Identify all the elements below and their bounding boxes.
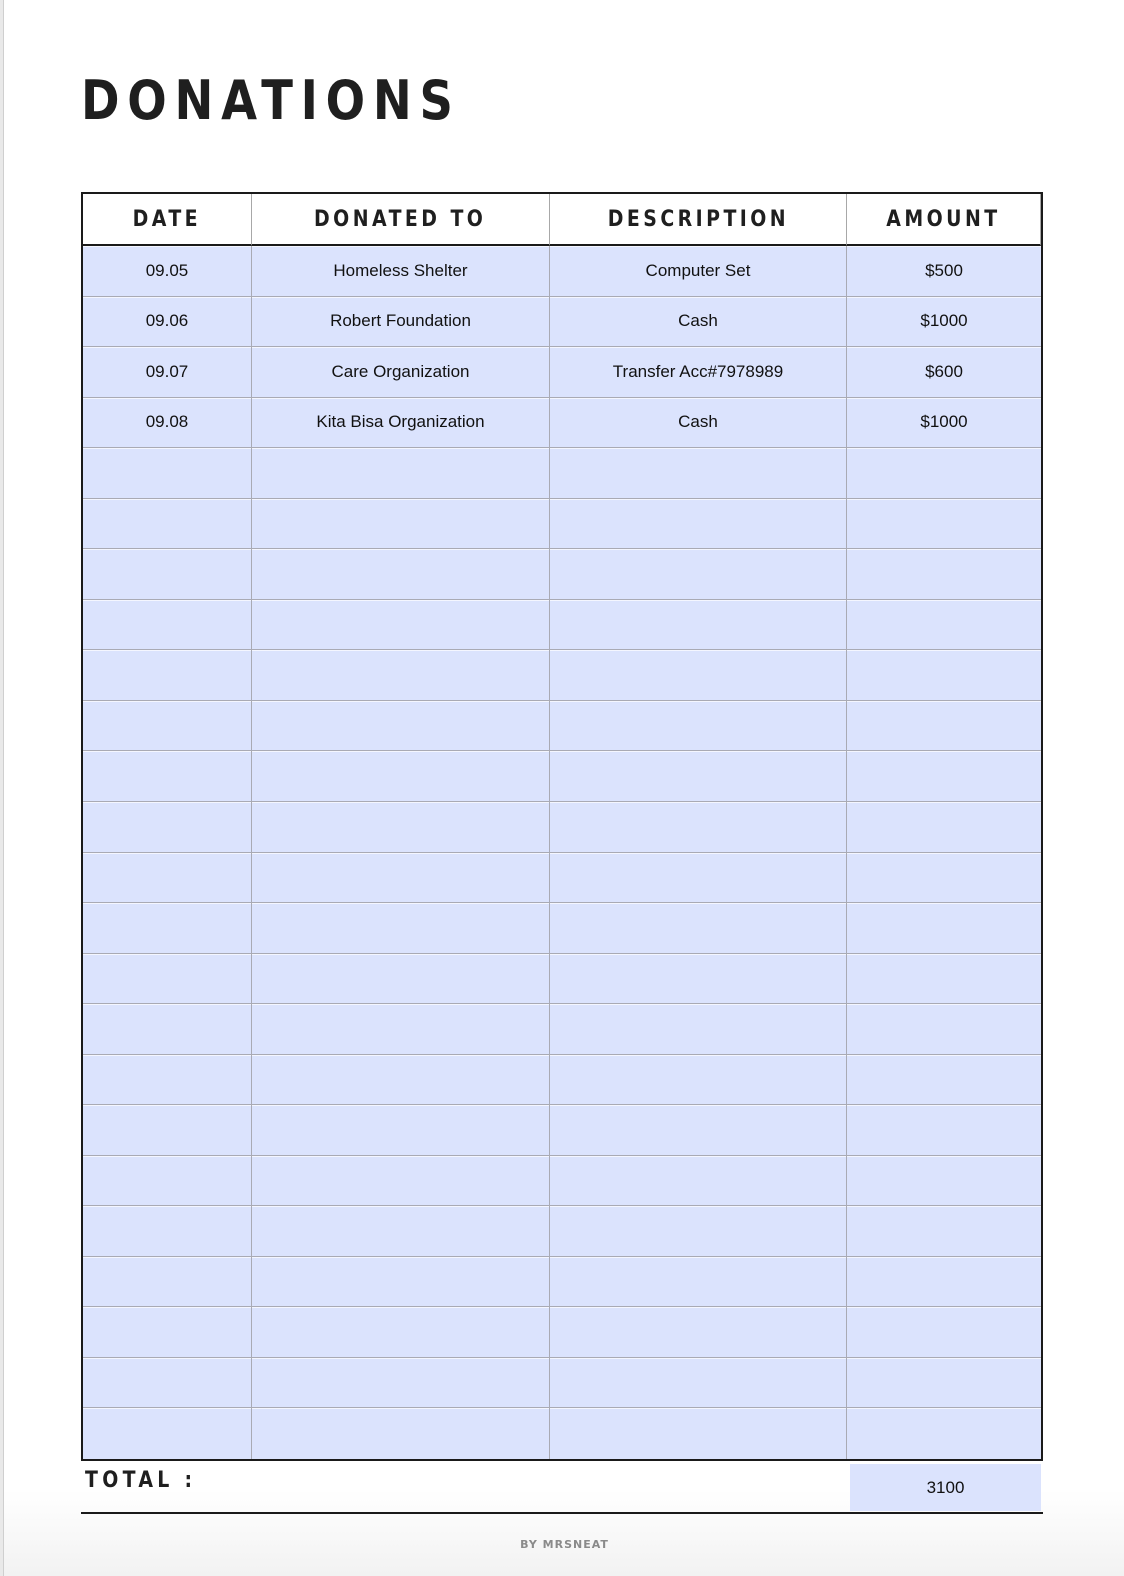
cell-amount[interactable] — [847, 802, 1041, 853]
cell-amount[interactable] — [847, 1156, 1041, 1207]
cell-donated-to[interactable] — [252, 1257, 550, 1308]
cell-description[interactable]: Cash — [550, 398, 847, 449]
cell-donated-to[interactable] — [252, 903, 550, 954]
cell-amount[interactable]: $1000 — [847, 398, 1041, 449]
cell-amount[interactable]: $1000 — [847, 297, 1041, 348]
cell-amount[interactable] — [847, 1257, 1041, 1308]
cell-amount[interactable] — [847, 1206, 1041, 1257]
cell-description[interactable] — [550, 1408, 847, 1459]
cell-amount[interactable] — [847, 1307, 1041, 1358]
cell-amount[interactable]: $500 — [847, 246, 1041, 297]
cell-description[interactable] — [550, 1156, 847, 1207]
cell-donated-to[interactable] — [252, 1055, 550, 1106]
cell-donated-to[interactable] — [252, 1408, 550, 1459]
cell-date[interactable] — [83, 1408, 252, 1459]
cell-donated-to[interactable] — [252, 549, 550, 600]
cell-amount[interactable]: $600 — [847, 347, 1041, 398]
cell-donated-to[interactable] — [252, 1004, 550, 1055]
column-header-date: DATE — [83, 194, 252, 246]
cell-amount[interactable] — [847, 751, 1041, 802]
cell-donated-to[interactable] — [252, 499, 550, 550]
cell-amount[interactable] — [847, 1408, 1041, 1459]
cell-amount[interactable] — [847, 499, 1041, 550]
cell-description[interactable] — [550, 1257, 847, 1308]
cell-description[interactable] — [550, 549, 847, 600]
cell-donated-to[interactable] — [252, 751, 550, 802]
cell-description[interactable] — [550, 1307, 847, 1358]
cell-date[interactable] — [83, 802, 252, 853]
cell-description[interactable] — [550, 701, 847, 752]
cell-date[interactable] — [83, 903, 252, 954]
cell-amount[interactable] — [847, 1055, 1041, 1106]
cell-donated-to[interactable]: Homeless Shelter — [252, 246, 550, 297]
cell-amount[interactable] — [847, 903, 1041, 954]
cell-date[interactable] — [83, 600, 252, 651]
cell-donated-to[interactable] — [252, 448, 550, 499]
cell-description[interactable] — [550, 954, 847, 1005]
cell-date[interactable] — [83, 751, 252, 802]
cell-amount[interactable] — [847, 1004, 1041, 1055]
cell-description[interactable]: Computer Set — [550, 246, 847, 297]
donations-table — [81, 192, 1043, 1461]
cell-date[interactable]: 09.06 — [83, 297, 252, 348]
cell-donated-to[interactable] — [252, 954, 550, 1005]
cell-date[interactable] — [83, 853, 252, 904]
cell-description[interactable] — [550, 903, 847, 954]
column-header-donated-to: DONATED TO — [252, 194, 550, 246]
cell-donated-to[interactable] — [252, 1105, 550, 1156]
cell-description[interactable] — [550, 1055, 847, 1106]
cell-donated-to[interactable] — [252, 1156, 550, 1207]
cell-donated-to[interactable] — [252, 1307, 550, 1358]
cell-date[interactable] — [83, 954, 252, 1005]
cell-description[interactable] — [550, 448, 847, 499]
cell-description[interactable]: Transfer Acc#7978989 — [550, 347, 847, 398]
cell-date[interactable] — [83, 1004, 252, 1055]
column-header-amount: AMOUNT — [847, 194, 1041, 246]
cell-date[interactable] — [83, 701, 252, 752]
cell-amount[interactable] — [847, 448, 1041, 499]
page-title: DONATIONS — [81, 69, 461, 132]
cell-date[interactable] — [83, 1358, 252, 1409]
page — [3, 0, 1124, 1576]
cell-amount[interactable] — [847, 701, 1041, 752]
cell-donated-to[interactable] — [252, 1206, 550, 1257]
column-header-description: DESCRIPTION — [550, 194, 847, 246]
cell-amount[interactable] — [847, 650, 1041, 701]
cell-description[interactable] — [550, 499, 847, 550]
cell-amount[interactable] — [847, 600, 1041, 651]
cell-description[interactable]: Cash — [550, 297, 847, 348]
cell-date[interactable] — [83, 650, 252, 701]
cell-amount[interactable] — [847, 1105, 1041, 1156]
cell-amount[interactable] — [847, 1358, 1041, 1409]
cell-date[interactable] — [83, 1105, 252, 1156]
cell-date[interactable] — [83, 1156, 252, 1207]
cell-donated-to[interactable] — [252, 1358, 550, 1409]
cell-amount[interactable] — [847, 853, 1041, 904]
cell-donated-to[interactable] — [252, 650, 550, 701]
cell-description[interactable] — [550, 751, 847, 802]
cell-description[interactable] — [550, 1105, 847, 1156]
total-value[interactable]: 3100 — [850, 1464, 1041, 1511]
cell-description[interactable] — [550, 1206, 847, 1257]
cell-date[interactable] — [83, 499, 252, 550]
cell-amount[interactable] — [847, 549, 1041, 600]
cell-date[interactable] — [83, 549, 252, 600]
cell-description[interactable] — [550, 802, 847, 853]
cell-donated-to[interactable]: Robert Foundation — [252, 297, 550, 348]
cell-donated-to[interactable] — [252, 701, 550, 752]
cell-date[interactable] — [83, 1206, 252, 1257]
cell-description[interactable] — [550, 650, 847, 701]
cell-description[interactable] — [550, 1004, 847, 1055]
cell-date[interactable]: 09.05 — [83, 246, 252, 297]
cell-description[interactable] — [550, 600, 847, 651]
cell-date[interactable] — [83, 1307, 252, 1358]
cell-date[interactable] — [83, 1055, 252, 1106]
cell-donated-to[interactable] — [252, 853, 550, 904]
cell-date[interactable] — [83, 1257, 252, 1308]
footer-credit: BY MRSNEAT — [520, 1538, 609, 1551]
cell-date[interactable]: 09.08 — [83, 398, 252, 449]
cell-date[interactable] — [83, 448, 252, 499]
cell-donated-to[interactable]: Kita Bisa Organization — [252, 398, 550, 449]
cell-description[interactable] — [550, 1358, 847, 1409]
cell-description[interactable] — [550, 853, 847, 904]
cell-amount[interactable] — [847, 954, 1041, 1005]
cell-donated-to[interactable] — [252, 600, 550, 651]
cell-date[interactable]: 09.07 — [83, 347, 252, 398]
total-divider — [81, 1512, 1043, 1514]
total-label: TOTAL : — [85, 1468, 197, 1493]
cell-donated-to[interactable] — [252, 802, 550, 853]
cell-donated-to[interactable]: Care Organization — [252, 347, 550, 398]
